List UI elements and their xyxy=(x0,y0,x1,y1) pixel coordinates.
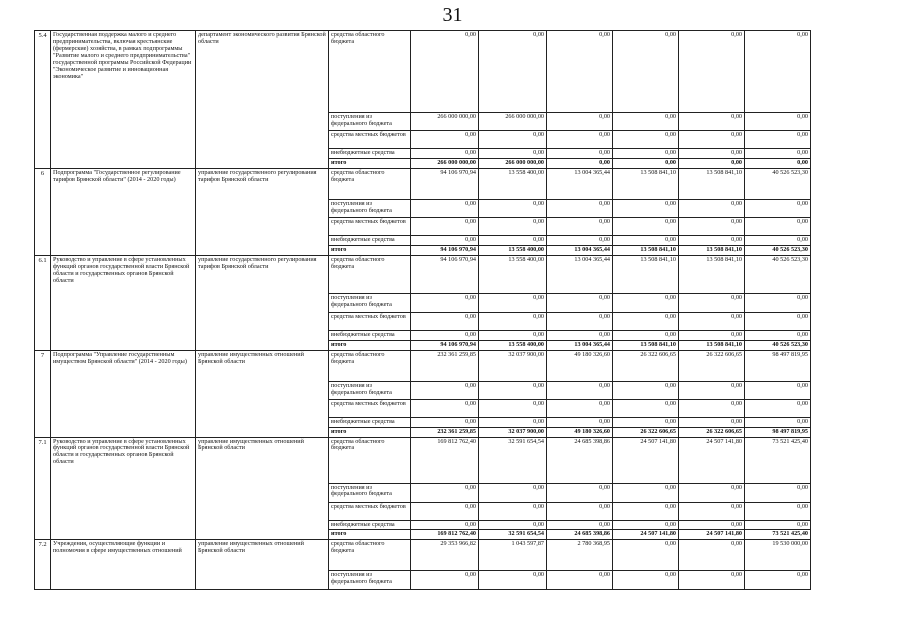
amount-cell: 0,00 xyxy=(479,199,547,217)
amount-cell: 13 508 841,10 xyxy=(679,168,745,199)
amount-cell: 94 106 970,94 xyxy=(411,255,479,293)
amount-cell: 0,00 xyxy=(679,330,745,340)
amount-cell: 13 004 365,44 xyxy=(547,168,613,199)
amount-cell: 0,00 xyxy=(411,520,479,530)
amount-cell: 13 004 365,44 xyxy=(547,340,613,350)
amount-cell: 0,00 xyxy=(411,381,479,399)
amount-cell: 0,00 xyxy=(411,502,479,520)
funding-source: средства областного бюджета xyxy=(329,31,411,113)
amount-cell: 0,00 xyxy=(411,312,479,330)
funding-source: итого xyxy=(329,158,411,168)
amount-cell: 32 037 900,00 xyxy=(479,350,547,381)
row-number: 7 xyxy=(35,350,51,437)
amount-cell: 0,00 xyxy=(613,199,679,217)
funding-source: средства областного бюджета xyxy=(329,437,411,483)
amount-cell: 1 043 597,87 xyxy=(479,540,547,571)
amount-cell: 19 530 000,00 xyxy=(745,540,811,571)
amount-cell: 0,00 xyxy=(745,483,811,502)
amount-cell: 0,00 xyxy=(547,31,613,113)
amount-cell: 0,00 xyxy=(613,540,679,571)
funding-source: поступления из федерального бюджета xyxy=(329,199,411,217)
amount-cell: 0,00 xyxy=(679,399,745,417)
amount-cell: 13 508 841,10 xyxy=(679,245,745,255)
amount-cell: 169 812 762,40 xyxy=(411,437,479,483)
amount-cell: 13 558 400,00 xyxy=(479,340,547,350)
amount-cell: 0,00 xyxy=(745,571,811,590)
amount-cell: 0,00 xyxy=(479,131,547,149)
amount-cell: 0,00 xyxy=(547,417,613,427)
amount-cell: 26 322 606,65 xyxy=(613,427,679,437)
funding-source: поступления из федерального бюджета xyxy=(329,381,411,399)
amount-cell: 0,00 xyxy=(613,31,679,113)
amount-cell: 0,00 xyxy=(679,571,745,590)
measure-title: Руководство и управление в сфере установленных функций органов государственной власти Брянской области и государственных органов Брянской области xyxy=(51,255,196,350)
amount-cell: 0,00 xyxy=(679,149,745,159)
amount-cell: 0,00 xyxy=(745,235,811,245)
amount-cell: 0,00 xyxy=(547,520,613,530)
amount-cell: 0,00 xyxy=(679,483,745,502)
amount-cell: 0,00 xyxy=(411,217,479,235)
amount-cell: 13 508 841,10 xyxy=(613,340,679,350)
amount-cell: 0,00 xyxy=(411,571,479,590)
page-number: 31 xyxy=(442,4,463,26)
amount-cell: 0,00 xyxy=(547,399,613,417)
funding-source: средства областного бюджета xyxy=(329,540,411,571)
amount-cell: 0,00 xyxy=(613,520,679,530)
amount-cell: 24 507 141,80 xyxy=(613,437,679,483)
amount-cell: 0,00 xyxy=(745,131,811,149)
amount-cell: 0,00 xyxy=(613,235,679,245)
amount-cell: 0,00 xyxy=(479,293,547,312)
amount-cell: 0,00 xyxy=(745,520,811,530)
amount-cell: 0,00 xyxy=(745,381,811,399)
funding-source: средства областного бюджета xyxy=(329,255,411,293)
amount-cell: 0,00 xyxy=(679,381,745,399)
table-row xyxy=(35,350,811,381)
amount-cell: 0,00 xyxy=(547,330,613,340)
funding-source: внебюджетные средства xyxy=(329,417,411,427)
amount-cell: 0,00 xyxy=(745,293,811,312)
amount-cell: 0,00 xyxy=(411,399,479,417)
executor: департамент экономического развития Брянской области xyxy=(196,31,329,169)
amount-cell: 40 526 523,30 xyxy=(745,245,811,255)
amount-cell: 0,00 xyxy=(547,217,613,235)
amount-cell: 13 508 841,10 xyxy=(613,245,679,255)
amount-cell: 94 106 970,94 xyxy=(411,245,479,255)
amount-cell: 13 508 841,10 xyxy=(613,168,679,199)
funding-source: средства местных бюджетов xyxy=(329,217,411,235)
funding-source: итого xyxy=(329,245,411,255)
funding-source: внебюджетные средства xyxy=(329,330,411,340)
executor: управление государственного регулирования тарифов Брянской области xyxy=(196,255,329,350)
amount-cell: 0,00 xyxy=(745,312,811,330)
table-row xyxy=(35,540,811,571)
amount-cell: 0,00 xyxy=(613,330,679,340)
amount-cell: 24 507 141,80 xyxy=(613,530,679,540)
amount-cell: 0,00 xyxy=(613,417,679,427)
amount-cell: 0,00 xyxy=(547,381,613,399)
amount-cell: 13 508 841,10 xyxy=(679,340,745,350)
row-number: 5.4 xyxy=(35,31,51,169)
amount-cell: 0,00 xyxy=(411,131,479,149)
amount-cell: 0,00 xyxy=(613,571,679,590)
amount-cell: 40 526 523,30 xyxy=(745,255,811,293)
amount-cell: 13 558 400,00 xyxy=(479,245,547,255)
amount-cell: 0,00 xyxy=(679,31,745,113)
measure-title: Руководство и управление в сфере установленных функций органов государственной власти Брянской области и государственных органов Брянской области xyxy=(51,437,196,540)
amount-cell: 0,00 xyxy=(479,217,547,235)
funding-source: поступления из федерального бюджета xyxy=(329,113,411,131)
amount-cell: 0,00 xyxy=(679,520,745,530)
amount-cell: 0,00 xyxy=(613,217,679,235)
measure-title: Подпрограмма "Государственное регулирование тарифов Брянской области" (2014 - 2020 годы) xyxy=(51,168,196,255)
amount-cell: 49 180 326,60 xyxy=(547,427,613,437)
amount-cell: 0,00 xyxy=(479,312,547,330)
amount-cell: 13 508 841,10 xyxy=(679,255,745,293)
amount-cell: 0,00 xyxy=(613,312,679,330)
amount-cell: 0,00 xyxy=(479,381,547,399)
amount-cell: 0,00 xyxy=(613,158,679,168)
amount-cell: 0,00 xyxy=(479,235,547,245)
amount-cell: 0,00 xyxy=(479,149,547,159)
amount-cell: 0,00 xyxy=(547,235,613,245)
amount-cell: 232 361 259,85 xyxy=(411,350,479,381)
amount-cell: 13 004 365,44 xyxy=(547,245,613,255)
executor: управление имущественных отношений Брянской области xyxy=(196,350,329,437)
amount-cell: 0,00 xyxy=(479,31,547,113)
amount-cell: 0,00 xyxy=(679,502,745,520)
row-number: 6 xyxy=(35,168,51,255)
amount-cell: 0,00 xyxy=(479,330,547,340)
amount-cell: 0,00 xyxy=(613,293,679,312)
funding-source: внебюджетные средства xyxy=(329,149,411,159)
amount-cell: 49 180 326,60 xyxy=(547,350,613,381)
amount-cell: 0,00 xyxy=(411,149,479,159)
funding-source: средства местных бюджетов xyxy=(329,399,411,417)
row-number: 7.2 xyxy=(35,540,51,590)
amount-cell: 0,00 xyxy=(547,149,613,159)
executor: управление государственного регулирования тарифов Брянской области xyxy=(196,168,329,255)
amount-cell: 0,00 xyxy=(613,131,679,149)
amount-cell: 0,00 xyxy=(745,113,811,131)
amount-cell: 0,00 xyxy=(679,540,745,571)
amount-cell: 0,00 xyxy=(679,158,745,168)
amount-cell: 0,00 xyxy=(613,381,679,399)
amount-cell: 73 521 425,40 xyxy=(745,530,811,540)
amount-cell: 94 106 970,94 xyxy=(411,340,479,350)
amount-cell: 0,00 xyxy=(411,417,479,427)
funding-source: внебюджетные средства xyxy=(329,520,411,530)
amount-cell: 0,00 xyxy=(547,131,613,149)
measure-title: Учреждения, осуществляющие функции и полномочия в сфере имущественных отношений xyxy=(51,540,196,590)
amount-cell: 0,00 xyxy=(411,199,479,217)
amount-cell: 0,00 xyxy=(745,31,811,113)
amount-cell: 0,00 xyxy=(547,483,613,502)
amount-cell: 0,00 xyxy=(411,483,479,502)
amount-cell: 0,00 xyxy=(479,399,547,417)
measure-title: Государственная поддержка малого и среднего предпринимательства, включая крестьянские (фермерские) хозяйства, в рамках подпрограммы "Развитие малого и среднего предпринимательства" государственной программы Российской Федерации "Экономическое развитие и инновационная экономика" xyxy=(51,31,196,169)
funding-source: средства местных бюджетов xyxy=(329,312,411,330)
funding-source: поступления из федерального бюджета xyxy=(329,483,411,502)
amount-cell: 0,00 xyxy=(745,417,811,427)
amount-cell: 0,00 xyxy=(679,217,745,235)
amount-cell: 0,00 xyxy=(745,199,811,217)
table-row xyxy=(35,437,811,483)
amount-cell: 0,00 xyxy=(479,483,547,502)
amount-cell: 13 004 365,44 xyxy=(547,255,613,293)
table-row xyxy=(35,168,811,199)
amount-cell: 0,00 xyxy=(745,158,811,168)
amount-cell: 26 322 606,65 xyxy=(613,350,679,381)
amount-cell: 24 685 398,86 xyxy=(547,530,613,540)
amount-cell: 40 526 523,30 xyxy=(745,340,811,350)
table-row xyxy=(35,31,811,113)
amount-cell: 0,00 xyxy=(479,571,547,590)
amount-cell: 0,00 xyxy=(479,520,547,530)
amount-cell: 0,00 xyxy=(745,149,811,159)
amount-cell: 169 812 762,40 xyxy=(411,530,479,540)
amount-cell: 0,00 xyxy=(679,131,745,149)
amount-cell: 13 558 400,00 xyxy=(479,255,547,293)
amount-cell: 266 000 000,00 xyxy=(411,158,479,168)
amount-cell: 0,00 xyxy=(479,502,547,520)
amount-cell: 73 521 425,40 xyxy=(745,437,811,483)
amount-cell: 232 361 259,85 xyxy=(411,427,479,437)
amount-cell: 0,00 xyxy=(679,312,745,330)
budget-table xyxy=(34,30,811,590)
amount-cell: 0,00 xyxy=(745,399,811,417)
amount-cell: 0,00 xyxy=(613,483,679,502)
funding-source: средства областного бюджета xyxy=(329,168,411,199)
funding-source: итого xyxy=(329,427,411,437)
amount-cell: 266 000 000,00 xyxy=(479,158,547,168)
amount-cell: 0,00 xyxy=(547,199,613,217)
funding-source: внебюджетные средства xyxy=(329,235,411,245)
amount-cell: 98 497 819,95 xyxy=(745,350,811,381)
amount-cell: 0,00 xyxy=(613,149,679,159)
amount-cell: 13 508 841,10 xyxy=(613,255,679,293)
amount-cell: 0,00 xyxy=(679,199,745,217)
amount-cell: 32 591 654,54 xyxy=(479,530,547,540)
amount-cell: 0,00 xyxy=(547,312,613,330)
amount-cell: 0,00 xyxy=(547,571,613,590)
amount-cell: 0,00 xyxy=(679,293,745,312)
amount-cell: 32 591 654,54 xyxy=(479,437,547,483)
amount-cell: 266 000 000,00 xyxy=(479,113,547,131)
amount-cell: 26 322 606,65 xyxy=(679,350,745,381)
row-number: 6.1 xyxy=(35,255,51,350)
funding-source: итого xyxy=(329,340,411,350)
amount-cell: 2 780 368,95 xyxy=(547,540,613,571)
funding-source: средства местных бюджетов xyxy=(329,131,411,149)
funding-source: итого xyxy=(329,530,411,540)
amount-cell: 98 497 819,95 xyxy=(745,427,811,437)
amount-cell: 94 106 970,94 xyxy=(411,168,479,199)
amount-cell: 0,00 xyxy=(411,31,479,113)
amount-cell: 13 558 400,00 xyxy=(479,168,547,199)
amount-cell: 0,00 xyxy=(613,399,679,417)
amount-cell: 26 322 606,65 xyxy=(679,427,745,437)
amount-cell: 40 526 523,30 xyxy=(745,168,811,199)
amount-cell: 0,00 xyxy=(411,330,479,340)
amount-cell: 0,00 xyxy=(745,502,811,520)
measure-title: Подпрограмма "Управление государственным имуществом Брянской области" (2014 - 2020 годы) xyxy=(51,350,196,437)
funding-source: поступления из федерального бюджета xyxy=(329,571,411,590)
funding-source: средства местных бюджетов xyxy=(329,502,411,520)
amount-cell: 0,00 xyxy=(547,158,613,168)
amount-cell: 24 507 141,80 xyxy=(679,530,745,540)
amount-cell: 24 685 398,86 xyxy=(547,437,613,483)
amount-cell: 0,00 xyxy=(613,502,679,520)
amount-cell: 0,00 xyxy=(411,235,479,245)
amount-cell: 0,00 xyxy=(479,417,547,427)
executor: управление имущественных отношений Брянской области xyxy=(196,437,329,540)
amount-cell: 0,00 xyxy=(547,502,613,520)
funding-source: поступления из федерального бюджета xyxy=(329,293,411,312)
amount-cell: 24 507 141,80 xyxy=(679,437,745,483)
amount-cell: 0,00 xyxy=(745,330,811,340)
table-row xyxy=(35,255,811,293)
amount-cell: 0,00 xyxy=(411,293,479,312)
amount-cell: 32 037 900,00 xyxy=(479,427,547,437)
executor: управление имущественных отношений Брянской области xyxy=(196,540,329,590)
row-number: 7.1 xyxy=(35,437,51,540)
amount-cell: 29 353 966,82 xyxy=(411,540,479,571)
amount-cell: 0,00 xyxy=(679,235,745,245)
amount-cell: 0,00 xyxy=(613,113,679,131)
amount-cell: 0,00 xyxy=(679,113,745,131)
amount-cell: 266 000 000,00 xyxy=(411,113,479,131)
amount-cell: 0,00 xyxy=(745,217,811,235)
amount-cell: 0,00 xyxy=(547,293,613,312)
amount-cell: 0,00 xyxy=(547,113,613,131)
amount-cell: 0,00 xyxy=(679,417,745,427)
funding-source: средства областного бюджета xyxy=(329,350,411,381)
